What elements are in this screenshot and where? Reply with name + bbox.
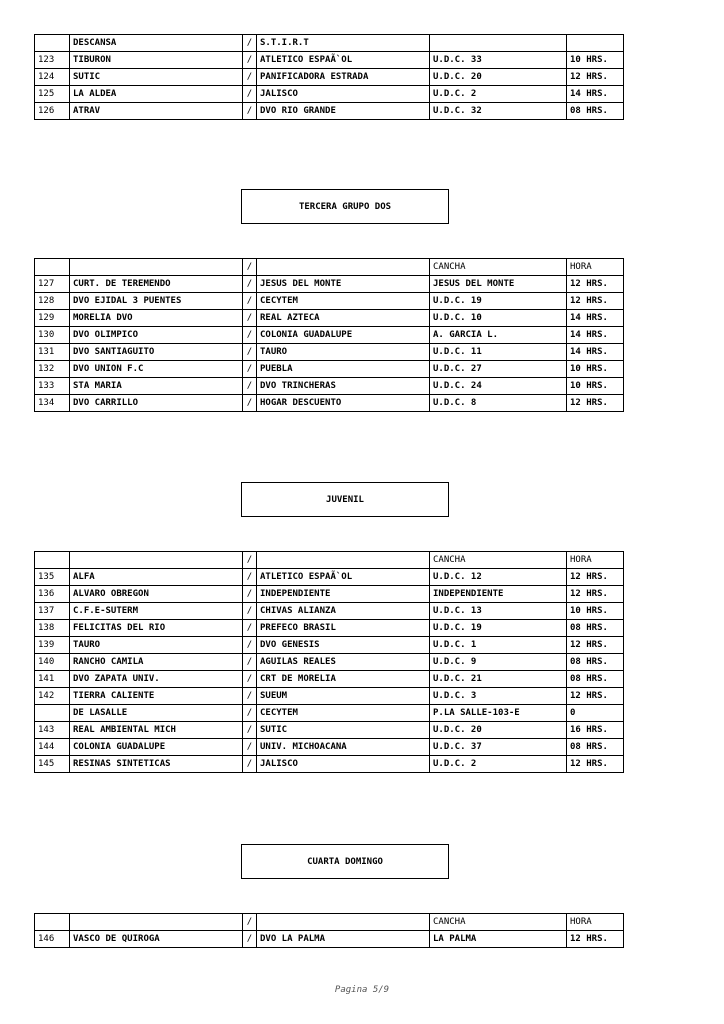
cell-field: U.D.C. 2	[430, 756, 567, 773]
cell-num: 134	[35, 395, 70, 412]
table-row	[35, 293, 624, 310]
cell-home: ALVARO OBREGON	[70, 586, 243, 603]
cell-sep: /	[243, 739, 257, 756]
cell-home	[70, 259, 243, 276]
cell-sep: /	[243, 586, 257, 603]
cell-field: U.D.C. 2	[430, 86, 567, 103]
cell-home: DESCANSA	[70, 35, 243, 52]
cell-field: U.D.C. 20	[430, 69, 567, 86]
cell-num: 139	[35, 637, 70, 654]
cell-away: PANIFICADORA ESTRADA	[257, 69, 430, 86]
cell-field: U.D.C. 8	[430, 395, 567, 412]
cell-field: U.D.C. 13	[430, 603, 567, 620]
cell-time: 14 HRS.	[567, 310, 624, 327]
cell-num: 140	[35, 654, 70, 671]
cell-away: ATLETICO ESPAÃ`OL	[257, 569, 430, 586]
cell-time: 12 HRS.	[567, 931, 624, 948]
cell-sep: /	[243, 722, 257, 739]
cell-time: HORA	[567, 552, 624, 569]
cell-sep: /	[243, 276, 257, 293]
table-row	[35, 69, 624, 86]
cell-num	[35, 552, 70, 569]
cell-time: 16 HRS.	[567, 722, 624, 739]
cell-away: S.T.I.R.T	[257, 35, 430, 52]
cell-sep: /	[243, 688, 257, 705]
cell-home	[70, 552, 243, 569]
cell-sep: /	[243, 395, 257, 412]
cell-field: U.D.C. 21	[430, 671, 567, 688]
table-header-row	[35, 259, 624, 276]
table-row	[35, 327, 624, 344]
cell-time: 08 HRS.	[567, 671, 624, 688]
cell-sep: /	[243, 705, 257, 722]
cell-num: 127	[35, 276, 70, 293]
cell-field: U.D.C. 33	[430, 52, 567, 69]
cell-time: 12 HRS.	[567, 569, 624, 586]
cell-field: JESUS DEL MONTE	[430, 276, 567, 293]
cell-home: DVO UNION F.C	[70, 361, 243, 378]
cell-field: U.D.C. 12	[430, 569, 567, 586]
cell-field: CANCHA	[430, 259, 567, 276]
cell-time: 08 HRS.	[567, 103, 624, 120]
schedule-table-4	[34, 913, 624, 948]
table-row	[35, 620, 624, 637]
table-row	[35, 586, 624, 603]
cell-time	[567, 35, 624, 52]
cell-sep: /	[243, 86, 257, 103]
cell-sep: /	[243, 671, 257, 688]
cell-away: DVO GENESIS	[257, 637, 430, 654]
cell-num: 136	[35, 586, 70, 603]
table-row	[35, 103, 624, 120]
cell-field: U.D.C. 9	[430, 654, 567, 671]
cell-away: CHIVAS ALIANZA	[257, 603, 430, 620]
cell-num: 141	[35, 671, 70, 688]
cell-num: 123	[35, 52, 70, 69]
table-row	[35, 603, 624, 620]
cell-num	[35, 705, 70, 722]
cell-sep: /	[243, 310, 257, 327]
table-row	[35, 722, 624, 739]
cell-field: U.D.C. 11	[430, 344, 567, 361]
cell-num: 135	[35, 569, 70, 586]
cell-time: 12 HRS.	[567, 688, 624, 705]
cell-away: JESUS DEL MONTE	[257, 276, 430, 293]
cell-away	[257, 259, 430, 276]
cell-home: TIERRA CALIENTE	[70, 688, 243, 705]
cell-num: 133	[35, 378, 70, 395]
cell-field: LA PALMA	[430, 931, 567, 948]
cell-num	[35, 259, 70, 276]
schedule-table-3	[34, 551, 624, 773]
table-row	[35, 310, 624, 327]
cell-sep: /	[243, 103, 257, 120]
cell-num: 126	[35, 103, 70, 120]
cell-away: CECYTEM	[257, 293, 430, 310]
cell-time: HORA	[567, 259, 624, 276]
cell-num: 144	[35, 739, 70, 756]
cell-away: DVO RIO GRANDE	[257, 103, 430, 120]
cell-time: 14 HRS.	[567, 327, 624, 344]
cell-home: ATRAV	[70, 103, 243, 120]
cell-home: SUTIC	[70, 69, 243, 86]
cell-sep: /	[243, 654, 257, 671]
cell-sep: /	[243, 52, 257, 69]
cell-away: INDEPENDIENTE	[257, 586, 430, 603]
cell-field	[430, 35, 567, 52]
cell-field: U.D.C. 19	[430, 620, 567, 637]
cell-away: DVO TRINCHERAS	[257, 378, 430, 395]
cell-field: U.D.C. 10	[430, 310, 567, 327]
cell-away: HOGAR DESCUENTO	[257, 395, 430, 412]
table-row	[35, 705, 624, 722]
cell-num: 137	[35, 603, 70, 620]
cell-away: CRT DE MORELIA	[257, 671, 430, 688]
cell-num: 129	[35, 310, 70, 327]
table-header-row	[35, 552, 624, 569]
cell-num: 130	[35, 327, 70, 344]
cell-time: 08 HRS.	[567, 739, 624, 756]
cell-sep: /	[243, 931, 257, 948]
cell-sep: /	[243, 293, 257, 310]
section-title-box	[241, 844, 449, 879]
table-row	[35, 654, 624, 671]
schedule-table-2	[34, 258, 624, 412]
cell-away: PREFECO BRASIL	[257, 620, 430, 637]
cell-home: DVO EJIDAL 3 PUENTES	[70, 293, 243, 310]
cell-num: 131	[35, 344, 70, 361]
cell-sep: /	[243, 69, 257, 86]
cell-time: 12 HRS.	[567, 276, 624, 293]
cell-sep: /	[243, 361, 257, 378]
section-title-box	[241, 482, 449, 517]
cell-num: 145	[35, 756, 70, 773]
cell-away: JALISCO	[257, 756, 430, 773]
cell-home: STA MARIA	[70, 378, 243, 395]
table-row	[35, 395, 624, 412]
cell-time: 10 HRS.	[567, 361, 624, 378]
cell-away: PUEBLA	[257, 361, 430, 378]
cell-time: 0	[567, 705, 624, 722]
table-row	[35, 569, 624, 586]
cell-time: 08 HRS.	[567, 620, 624, 637]
cell-home: RESINAS SINTETICAS	[70, 756, 243, 773]
cell-field: P.LA SALLE-103-E	[430, 705, 567, 722]
section-title: JUVENIL	[326, 494, 364, 505]
table-row	[35, 361, 624, 378]
page-number: Pagina 5/9	[334, 985, 390, 995]
cell-num: 128	[35, 293, 70, 310]
cell-field: U.D.C. 24	[430, 378, 567, 395]
cell-time: 12 HRS.	[567, 69, 624, 86]
cell-home: C.F.E-SUTERM	[70, 603, 243, 620]
cell-home: DVO ZAPATA UNIV.	[70, 671, 243, 688]
cell-home: FELICITAS DEL RIO	[70, 620, 243, 637]
cell-time: 12 HRS.	[567, 637, 624, 654]
cell-num: 142	[35, 688, 70, 705]
cell-sep: /	[243, 344, 257, 361]
cell-time: 12 HRS.	[567, 586, 624, 603]
cell-away: SUTIC	[257, 722, 430, 739]
cell-num: 124	[35, 69, 70, 86]
table-row	[35, 276, 624, 293]
cell-home: ALFA	[70, 569, 243, 586]
cell-home: VASCO DE QUIROGA	[70, 931, 243, 948]
section-title: TERCERA GRUPO DOS	[298, 201, 392, 212]
cell-sep: /	[243, 620, 257, 637]
cell-home: TAURO	[70, 637, 243, 654]
cell-away: AGUILAS REALES	[257, 654, 430, 671]
cell-time: 10 HRS.	[567, 52, 624, 69]
cell-home: DVO SANTIAGUITO	[70, 344, 243, 361]
cell-time: 14 HRS.	[567, 86, 624, 103]
cell-away	[257, 552, 430, 569]
cell-sep: /	[243, 914, 257, 931]
cell-field: U.D.C. 20	[430, 722, 567, 739]
cell-num: 146	[35, 931, 70, 948]
cell-field: U.D.C. 1	[430, 637, 567, 654]
cell-home: MORELIA DVO	[70, 310, 243, 327]
cell-home: DE LASALLE	[70, 705, 243, 722]
cell-away: TAURO	[257, 344, 430, 361]
cell-time: 12 HRS.	[567, 756, 624, 773]
cell-field: A. GARCIA L.	[430, 327, 567, 344]
table-row	[35, 344, 624, 361]
section-title-box	[241, 189, 449, 224]
cell-num: 132	[35, 361, 70, 378]
cell-num	[35, 35, 70, 52]
table-row	[35, 756, 624, 773]
schedule-table-1	[34, 34, 624, 120]
cell-field: U.D.C. 19	[430, 293, 567, 310]
cell-away: UNIV. MICHOACANA	[257, 739, 430, 756]
cell-sep: /	[243, 569, 257, 586]
cell-home	[70, 914, 243, 931]
cell-num: 138	[35, 620, 70, 637]
cell-away: JALISCO	[257, 86, 430, 103]
cell-home: COLONIA GUADALUPE	[70, 739, 243, 756]
cell-num: 125	[35, 86, 70, 103]
cell-time: HORA	[567, 914, 624, 931]
cell-home: TIBURON	[70, 52, 243, 69]
cell-away: DVO LA PALMA	[257, 931, 430, 948]
cell-sep: /	[243, 378, 257, 395]
cell-sep: /	[243, 603, 257, 620]
cell-field: U.D.C. 3	[430, 688, 567, 705]
cell-away: CECYTEM	[257, 705, 430, 722]
table-row	[35, 86, 624, 103]
cell-sep: /	[243, 35, 257, 52]
cell-time: 12 HRS.	[567, 395, 624, 412]
cell-field: U.D.C. 32	[430, 103, 567, 120]
cell-away	[257, 914, 430, 931]
cell-home: CURT. DE TEREMENDO	[70, 276, 243, 293]
table-row	[35, 378, 624, 395]
table-row	[35, 739, 624, 756]
cell-time: 08 HRS.	[567, 654, 624, 671]
cell-sep: /	[243, 637, 257, 654]
cell-sep: /	[243, 259, 257, 276]
cell-away: REAL AZTECA	[257, 310, 430, 327]
cell-home: DVO CARRILLO	[70, 395, 243, 412]
cell-sep: /	[243, 552, 257, 569]
cell-time: 14 HRS.	[567, 344, 624, 361]
cell-field: CANCHA	[430, 552, 567, 569]
cell-away: COLONIA GUADALUPE	[257, 327, 430, 344]
cell-field: INDEPENDIENTE	[430, 586, 567, 603]
cell-home: RANCHO CAMILA	[70, 654, 243, 671]
cell-num: 143	[35, 722, 70, 739]
table-row	[35, 35, 624, 52]
cell-home: DVO OLIMPICO	[70, 327, 243, 344]
table-row	[35, 637, 624, 654]
cell-time: 10 HRS.	[567, 378, 624, 395]
cell-away: ATLETICO ESPAÃ`OL	[257, 52, 430, 69]
table-row	[35, 52, 624, 69]
cell-sep: /	[243, 756, 257, 773]
cell-field: U.D.C. 27	[430, 361, 567, 378]
cell-field: U.D.C. 37	[430, 739, 567, 756]
cell-home: REAL AMBIENTAL MICH	[70, 722, 243, 739]
cell-sep: /	[243, 327, 257, 344]
section-title: CUARTA DOMINGO	[307, 856, 383, 867]
cell-time: 10 HRS.	[567, 603, 624, 620]
table-header-row	[35, 914, 624, 931]
cell-num	[35, 914, 70, 931]
cell-time: 12 HRS.	[567, 293, 624, 310]
table-row	[35, 931, 624, 948]
table-row	[35, 671, 624, 688]
cell-field: CANCHA	[430, 914, 567, 931]
table-row	[35, 688, 624, 705]
cell-away: SUEUM	[257, 688, 430, 705]
cell-home: LA ALDEA	[70, 86, 243, 103]
